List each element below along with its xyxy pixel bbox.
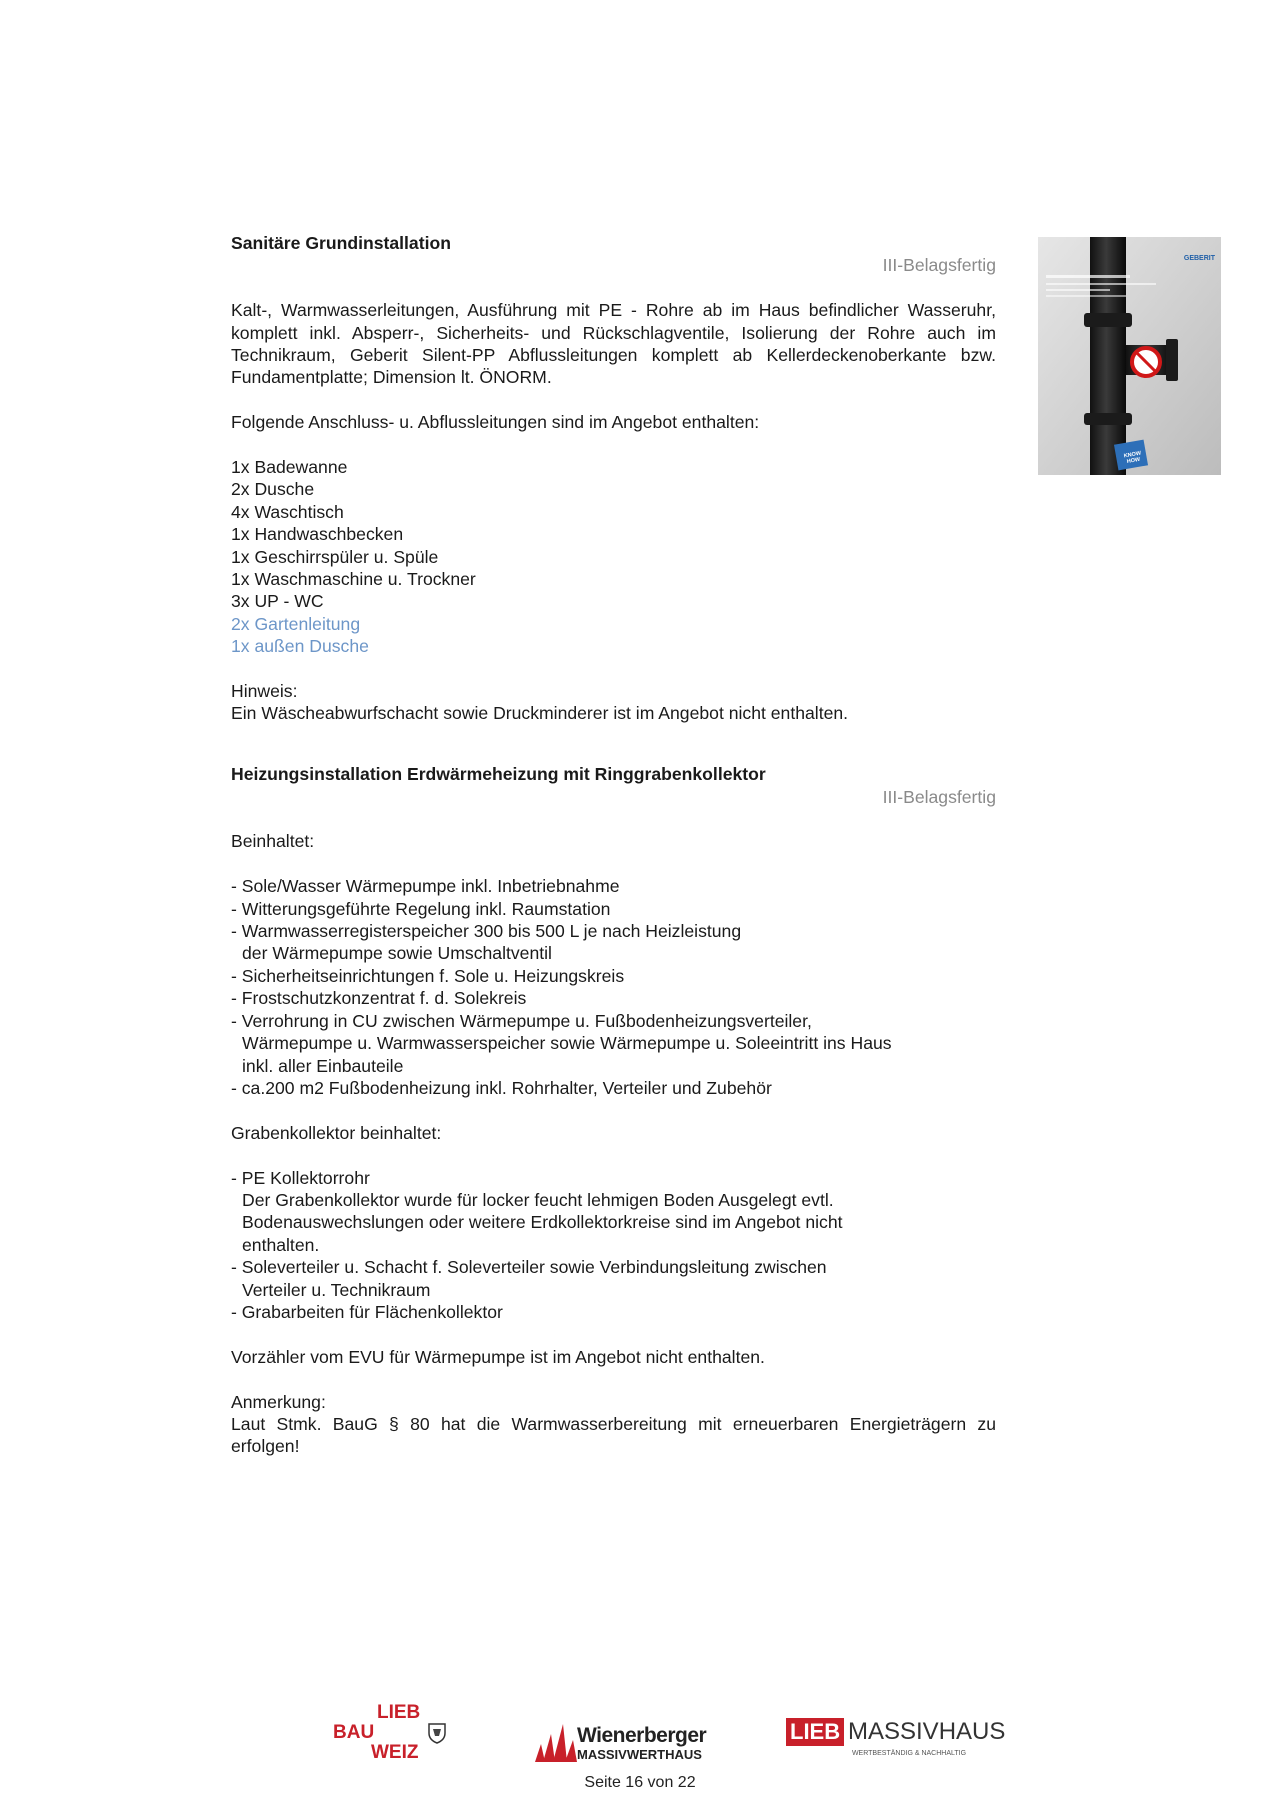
list-item: - Soleverteiler u. Schacht f. Soleverteiler sowie Verbindungsleitung zwischen bbox=[231, 1257, 827, 1278]
logo-text: BAU bbox=[333, 1722, 375, 1743]
note-text: Ein Wäscheabwurfschacht sowie Druckminderer ist im Angebot nicht enthalten. bbox=[231, 703, 849, 724]
list-item: - Warmwasserregisterspeicher 300 bis 500 L je nach Heizleistung bbox=[231, 921, 742, 942]
list-item: - PE Kollektorrohr bbox=[231, 1167, 370, 1188]
list-item-continuation: Der Grabenkollektor wurde für locker feucht lehmigen Boden Ausgelegt evtl. bbox=[242, 1189, 834, 1210]
sanitary-description: Kalt-, Warmwasserleitungen, Ausführung mit PE - Rohre ab im Haus befindlicher Wasseruhr, komplett inkl. Absperr-, Sicherheits- und Rückschlagventile, Isolierung der Rohre auch im Technikraum, Geberit Silent-PP Abflussleitungen komplett ab Kellerdeckenoberkante bzw. Fundamentplatte; Dimension lt. ÖNORM. bbox=[231, 300, 996, 388]
list-item: 2x Dusche bbox=[231, 479, 315, 500]
wienerberger-logo bbox=[533, 1720, 723, 1770]
remark-label: Anmerkung: bbox=[231, 1391, 326, 1412]
page-number: Seite 16 von 22 bbox=[584, 1774, 696, 1791]
document-body bbox=[231, 232, 996, 1458]
list-item-continuation: Bodenauswechslungen oder weitere Erdkollektorkreise sind im Angebot nicht bbox=[242, 1212, 843, 1233]
note-label: Hinweis: bbox=[231, 681, 298, 702]
section-title-sanitary: Sanitäre Grundinstallation bbox=[231, 233, 451, 253]
connections-list bbox=[231, 456, 996, 658]
list-item-highlighted: 2x Gartenleitung bbox=[231, 613, 361, 634]
list-item-continuation: der Wärmepumpe sowie Umschaltventil bbox=[242, 943, 552, 964]
footer bbox=[0, 1700, 1280, 1810]
logo-text: MASSIVHAUS bbox=[848, 1718, 1006, 1745]
includes-label: Beinhaltet: bbox=[231, 831, 315, 852]
logo-text: Wienerberger bbox=[577, 1724, 707, 1747]
collector-label: Grabenkollektor beinhaltet: bbox=[231, 1122, 442, 1143]
coat-of-arms-icon bbox=[427, 1722, 447, 1744]
list-item-highlighted: 1x außen Dusche bbox=[231, 636, 369, 657]
list-item-continuation: enthalten. bbox=[242, 1234, 320, 1255]
list-item: - Verrohrung in CU zwischen Wärmepumpe u. Fußbodenheizungsverteiler, bbox=[231, 1010, 812, 1031]
section-title-heating: Heizungsinstallation Erdwärmeheizung mit Ringgrabenkollektor bbox=[231, 764, 766, 785]
lieb-bau-weiz-logo bbox=[333, 1702, 453, 1768]
completion-tag: III-Belagsfertig bbox=[882, 255, 996, 276]
heating-items bbox=[231, 875, 996, 1099]
geberit-brochure-image bbox=[1038, 237, 1221, 475]
list-item: - Grabarbeiten für Flächenkollektor bbox=[231, 1301, 503, 1322]
list-item: - ca.200 m2 Fußbodenheizung inkl. Rohrhalter, Verteiler und Zubehör bbox=[231, 1077, 772, 1098]
list-item: - Witterungsgeführte Regelung inkl. Raumstation bbox=[231, 898, 611, 919]
list-item: 4x Waschtisch bbox=[231, 501, 344, 522]
list-item: 1x Geschirrspüler u. Spüle bbox=[231, 546, 439, 567]
logo-text: LIEB bbox=[377, 1702, 421, 1723]
remark-text: Laut Stmk. BauG § 80 hat die Warmwasserbereitung mit erneuerbaren Energieträgern zu erfolgen! bbox=[231, 1413, 996, 1457]
list-item: 1x Badewanne bbox=[231, 457, 348, 478]
connections-intro: Folgende Anschluss- u. Abflussleitungen sind im Angebot enthalten: bbox=[231, 412, 760, 433]
list-item-continuation: inkl. aller Einbauteile bbox=[242, 1055, 404, 1076]
list-item: 1x Handwaschbecken bbox=[231, 524, 404, 545]
brochure-brand: GEBERIT bbox=[1183, 255, 1215, 262]
logo-text: MASSIVWERTHAUS bbox=[577, 1747, 702, 1762]
list-item: - Sicherheitseinrichtungen f. Sole u. Heizungskreis bbox=[231, 965, 625, 986]
list-item: - Sole/Wasser Wärmepumpe inkl. Inbetriebnahme bbox=[231, 876, 620, 897]
list-item: 3x UP - WC bbox=[231, 591, 324, 612]
completion-tag: III-Belagsfertig bbox=[882, 786, 996, 807]
list-item: 1x Waschmaschine u. Trockner bbox=[231, 569, 476, 590]
collector-items bbox=[231, 1167, 996, 1324]
list-item: - Frostschutzkonzentrat f. d. Solekreis bbox=[231, 988, 527, 1009]
logo-text: WEIZ bbox=[371, 1742, 419, 1763]
lieb-massivhaus-logo bbox=[786, 1718, 1006, 1766]
wienerberger-mark-icon bbox=[533, 1722, 577, 1762]
logo-tagline: WERTBESTÄNDIG & NACHHALTIG bbox=[851, 1750, 967, 1757]
list-item-continuation: Wärmepumpe u. Warmwasserspeicher sowie Wärmepumpe u. Soleeintritt ins Haus bbox=[242, 1033, 892, 1054]
pipe-illustration bbox=[1038, 237, 1221, 475]
logo-text: LIEB bbox=[786, 1718, 844, 1746]
list-item-continuation: Verteiler u. Technikraum bbox=[242, 1279, 431, 1300]
brochure-badge: KNOW HOW bbox=[1123, 450, 1142, 466]
meter-note: Vorzähler vom EVU für Wärmepumpe ist im Angebot nicht enthalten. bbox=[231, 1346, 765, 1367]
